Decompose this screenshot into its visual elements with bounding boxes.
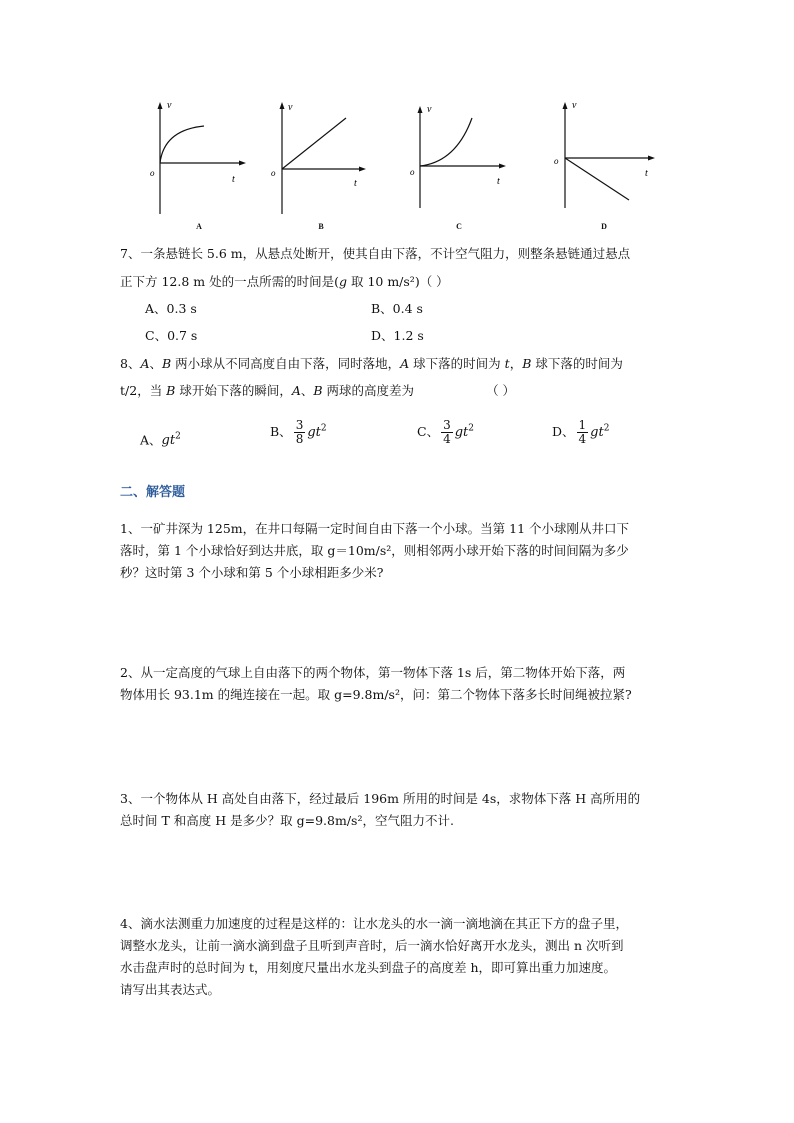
graph-c-o-label: o [410, 167, 415, 177]
q7-option-a: A、0.3 s [145, 301, 197, 316]
problem-2-line: 物体用长 93.1m 的绳连接在一起。取 g=9.8m/s²，问：第二个物体下落多长时间绳被拉紧? [120, 687, 632, 702]
fraction-numerator: 1 [578, 418, 587, 432]
problem-2-line: 2、从一定高度的气球上自由落下的两个物体，第一物体下落 1s 后，第二物体开始下落，两 [120, 665, 626, 680]
q8-expr-text: gt [590, 425, 604, 440]
graph-b-curve [282, 118, 346, 169]
q8-text: 、 [149, 356, 162, 371]
problem-3-line: 3、一个物体从 H 高处自由落下，经过最后 196m 所用的时间是 4s，求物体下落 H 高所用的 [120, 791, 641, 806]
q8-option-a [140, 428, 181, 450]
graph-a-v-label: v [167, 100, 172, 111]
q8-expr-text: gt [454, 425, 469, 440]
q8-option-b [270, 419, 327, 446]
q8-exponent: 2 [468, 423, 474, 434]
q8-option-a-expr [162, 433, 181, 448]
q8-t-symbol: t [504, 356, 510, 371]
q7-line2-b: 取 10 m/s²)（ ） [347, 274, 449, 289]
graph-b-label: B [318, 222, 324, 231]
problem-2 [120, 662, 680, 706]
q8-number: 8、 [120, 356, 141, 371]
q8-option-d-fraction [577, 419, 589, 446]
q8-answer-blank: （ ） [486, 383, 516, 398]
problem-4 [120, 913, 680, 1001]
graph-a [140, 96, 258, 236]
fraction-denominator: 4 [578, 432, 587, 446]
fraction-denominator: 4 [443, 432, 451, 446]
graph-d-curve [565, 158, 629, 200]
graph-c [400, 96, 518, 236]
q8-b-symbol: B [166, 383, 176, 398]
graph-a-curve [160, 126, 204, 163]
q8-text: 球下落的时间为 [531, 356, 623, 371]
q8-expr-text: gt [307, 425, 321, 440]
problem-1 [120, 518, 680, 584]
q7-option-b: B、0.4 s [371, 301, 423, 316]
graph-d-o-label: o [554, 156, 559, 166]
q7-g-symbol: g [338, 274, 347, 289]
problem-4-line: 水击盘声时的总时间为 t，用刻度尺量出水龙头到盘子的高度差 h，即可算出重力加速度。 [120, 960, 617, 975]
problem-3-line: 总时间 T 和高度 H 是多少？取 g=9.8m/s²，空气阻力不计. [120, 813, 454, 828]
q8-option-d-expr [590, 425, 609, 440]
problem-4-line: 调整水龙头，让前一滴水滴到盘子且听到声音时，后一滴水恰好离开水龙头，测出 n 次听到 [120, 938, 624, 953]
graph-b-v-label: v [288, 102, 293, 113]
graph-b [262, 96, 380, 236]
q8-exponent: 2 [175, 432, 181, 442]
fraction-numerator: 3 [295, 418, 304, 432]
graph-d-v-label: v [572, 100, 577, 111]
graph-c-curve [420, 118, 472, 166]
q8-text: t/2，当 [120, 383, 167, 398]
q7-option-d: D、1.2 s [371, 328, 424, 343]
graph-a-t-label: t [232, 174, 235, 185]
q8-a-symbol: A [291, 383, 301, 398]
section-title: 二、解答题 [120, 485, 186, 500]
graph-b-plot [262, 96, 380, 222]
q8-text: 球开始下落的瞬间， [175, 383, 292, 398]
q8-expr-text: gt [161, 433, 176, 449]
q8-line1 [120, 355, 623, 373]
q8-text: 、 [300, 383, 314, 398]
graph-c-label: C [456, 222, 462, 231]
problem-3 [120, 788, 680, 832]
q8-text: 两球的高度差为 [322, 383, 415, 398]
graph-a-plot [140, 96, 258, 222]
fraction-numerator: 3 [443, 418, 451, 432]
graph-d-t-label: t [645, 168, 648, 179]
problem-4-line: 4、滴水法测重力加速度的过程是这样的：让水龙头的水一滴一滴地滴在其正下方的盘子里， [120, 916, 628, 931]
graph-c-t-label: t [497, 176, 500, 187]
q8-option-c-expr [455, 425, 474, 440]
problem-1-line: 秒？这时第 3 个小球和第 5 个小球相距多少米? [120, 565, 384, 580]
q8-a-symbol: A [140, 356, 150, 371]
q8-option-c-fraction [441, 419, 453, 446]
q8-option-c-prefix: C、 [417, 424, 440, 439]
q8-b-symbol: B [522, 356, 532, 371]
problem-1-line: 1、一矿井深为 125m，在井口每隔一定时间自由下落一个小球。当第 11 个小球刚从井口下 [120, 521, 629, 536]
q8-b-symbol: B [162, 356, 172, 371]
graph-d [545, 96, 663, 236]
q7-line2-a: 正下方 12.8 m 处的一点所需的时间是( [120, 274, 339, 289]
graph-a-label: A [196, 222, 202, 231]
q8-line2 [120, 382, 515, 400]
graph-b-t-label: t [354, 178, 357, 189]
q8-option-b-prefix: B、 [270, 424, 292, 439]
q8-text: 球下落的时间为 [409, 356, 505, 371]
q8-option-d [552, 419, 609, 446]
problem-1-line: 落时，第 1 个小球恰好到达井底，取 g＝10m/s²，则相邻两小球开始下落的时间间隔为多少 [120, 543, 629, 558]
q8-exponent: 2 [603, 423, 610, 434]
q7-line2 [120, 273, 449, 291]
q8-option-b-expr [307, 425, 326, 440]
q7-line1: 7、一条悬链长 5.6 m，从悬点处断开，使其自由下落，不计空气阻力，则整条悬链通过悬点 [120, 246, 631, 261]
graph-d-plot [545, 96, 663, 222]
graph-d-label: D [601, 222, 607, 231]
q8-exponent: 2 [320, 423, 327, 434]
graph-a-o-label: o [150, 168, 155, 178]
problem-4-line: 请写出其表达式。 [120, 982, 221, 997]
q8-text: 两小球从不同高度自由下落，同时落地， [171, 356, 401, 371]
q8-text: ， [509, 356, 523, 371]
fraction-denominator: 8 [295, 432, 304, 446]
q8-option-c [417, 419, 474, 446]
graph-c-plot [400, 96, 518, 222]
graph-b-o-label: o [271, 168, 276, 178]
q8-option-b-fraction [294, 419, 306, 446]
q8-b-symbol: B [313, 383, 323, 398]
graph-c-v-label: v [427, 104, 432, 115]
q8-option-a-prefix: A、 [140, 432, 162, 448]
q7-option-c: C、0.7 s [145, 328, 198, 343]
q8-a-symbol: A [400, 356, 410, 371]
q8-option-d-prefix: D、 [552, 424, 575, 439]
